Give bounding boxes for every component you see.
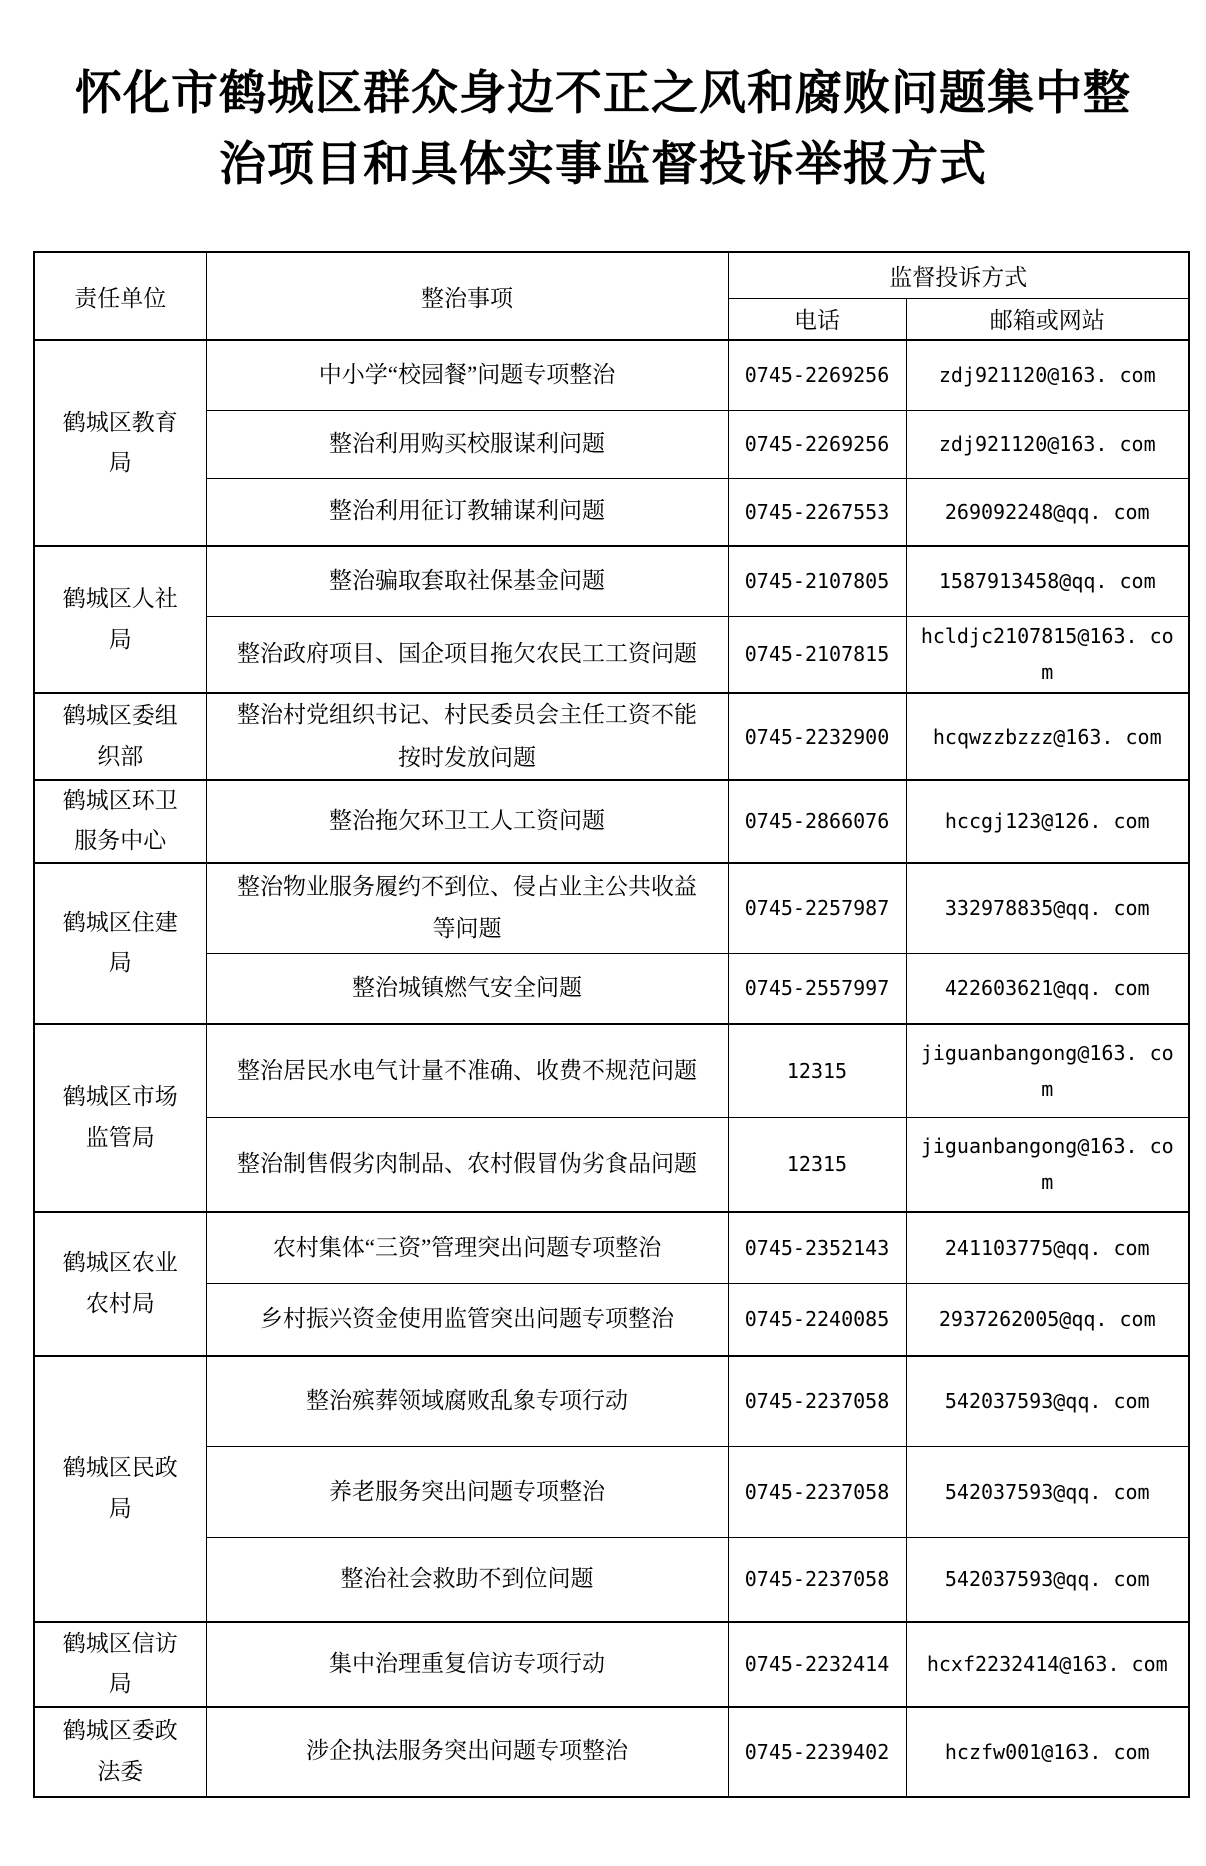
- table-row: [34, 1356, 1189, 1447]
- email-cell: 542037593@qq. com: [906, 1538, 1189, 1622]
- item-cell: 整治居民水电气计量不准确、收费不规范问题: [206, 1024, 728, 1118]
- item-cell: 整治殡葬领域腐败乱象专项行动: [206, 1356, 728, 1447]
- phone-cell: 0745-2232900: [728, 693, 906, 780]
- item-cell: 养老服务突出问题专项整治: [206, 1447, 728, 1538]
- email-cell: 542037593@qq. com: [906, 1447, 1189, 1538]
- phone-cell: 0745-2269256: [728, 410, 906, 478]
- table-row: [34, 1024, 1189, 1118]
- table-row: [34, 410, 1189, 478]
- table-row: [34, 1212, 1189, 1284]
- document-title-line-2: 治项目和具体实事监督投诉举报方式: [219, 136, 987, 190]
- item-cell: 农村集体“三资”管理突出问题专项整治: [206, 1212, 728, 1284]
- table-row: [34, 616, 1189, 693]
- table-row: [34, 340, 1189, 410]
- phone-cell: 0745-2557997: [728, 954, 906, 1024]
- phone-cell: 0745-2269256: [728, 340, 906, 410]
- email-cell: hcqwzzbzzz@163. com: [906, 693, 1189, 780]
- email-cell: 241103775@qq. com: [906, 1212, 1189, 1284]
- item-cell: 整治拖欠环卫工人工资问题: [206, 780, 728, 863]
- item-cell: 整治利用购买校服谋利问题: [206, 410, 728, 478]
- table-row: [34, 1707, 1189, 1797]
- phone-cell: 0745-2267553: [728, 478, 906, 546]
- email-cell: hcldjc2107815@163. com: [906, 616, 1189, 693]
- document-title-line-1: 怀化市鹤城区群众身边不正之风和腐败问题集中整: [75, 66, 1131, 119]
- table-row: [34, 693, 1189, 780]
- complaint-methods-table: [33, 251, 1190, 1798]
- table-header: [34, 252, 1189, 340]
- item-cell: 集中治理重复信访专项行动: [206, 1622, 728, 1707]
- table-row: [34, 546, 1189, 616]
- unit-cell: 鹤城区民政局: [34, 1356, 206, 1622]
- table-row: [34, 954, 1189, 1024]
- phone-cell: 0745-2352143: [728, 1212, 906, 1284]
- table-row: [34, 478, 1189, 546]
- phone-cell: 0745-2866076: [728, 780, 906, 863]
- header-item: 整治事项: [206, 252, 728, 340]
- phone-cell: 0745-2232414: [728, 1622, 906, 1707]
- table-row: [34, 863, 1189, 954]
- phone-cell: 0745-2237058: [728, 1447, 906, 1538]
- item-cell: 整治利用征订教辅谋利问题: [206, 478, 728, 546]
- unit-cell: 鹤城区人社局: [34, 546, 206, 693]
- unit-cell: 鹤城区委组织部: [34, 693, 206, 780]
- table-row: [34, 780, 1189, 863]
- table-row: [34, 1622, 1189, 1707]
- phone-cell: 0745-2240085: [728, 1284, 906, 1356]
- phone-cell: 12315: [728, 1118, 906, 1212]
- table-row: [34, 1284, 1189, 1356]
- email-cell: hccgj123@126. com: [906, 780, 1189, 863]
- email-cell: 2937262005@qq. com: [906, 1284, 1189, 1356]
- table-row: [34, 1538, 1189, 1622]
- header-email: 邮箱或网站: [906, 298, 1189, 340]
- item-cell: 整治城镇燃气安全问题: [206, 954, 728, 1024]
- header-phone: 电话: [728, 298, 906, 340]
- item-cell: 整治骗取套取社保基金问题: [206, 546, 728, 616]
- email-cell: 269092248@qq. com: [906, 478, 1189, 546]
- email-cell: hcxf2232414@163. com: [906, 1622, 1189, 1707]
- unit-cell: 鹤城区委政法委: [34, 1707, 206, 1797]
- table-row: [34, 1118, 1189, 1212]
- item-cell: 整治制售假劣肉制品、农村假冒伪劣食品问题: [206, 1118, 728, 1212]
- unit-cell: 鹤城区农业农村局: [34, 1212, 206, 1356]
- phone-cell: 0745-2107815: [728, 616, 906, 693]
- unit-cell: 鹤城区市场监管局: [34, 1024, 206, 1212]
- phone-cell: 12315: [728, 1024, 906, 1118]
- unit-cell: 鹤城区环卫服务中心: [34, 780, 206, 863]
- item-cell: 中小学“校园餐”问题专项整治: [206, 340, 728, 410]
- email-cell: 542037593@qq. com: [906, 1356, 1189, 1447]
- email-cell: 332978835@qq. com: [906, 863, 1189, 954]
- item-cell: 整治政府项目、国企项目拖欠农民工工资问题: [206, 616, 728, 693]
- unit-cell: 鹤城区教育局: [34, 340, 206, 546]
- table-body: [34, 340, 1189, 1797]
- document-title: [0, 0, 1206, 199]
- email-cell: jiguanbangong@163. com: [906, 1118, 1189, 1212]
- item-cell: 整治村党组织书记、村民委员会主任工资不能按时发放问题: [206, 693, 728, 780]
- email-cell: zdj921120@163. com: [906, 410, 1189, 478]
- email-cell: 422603621@qq. com: [906, 954, 1189, 1024]
- header-row-1: [34, 252, 1189, 298]
- item-cell: 乡村振兴资金使用监管突出问题专项整治: [206, 1284, 728, 1356]
- email-cell: zdj921120@163. com: [906, 340, 1189, 410]
- item-cell: 整治物业服务履约不到位、侵占业主公共收益等问题: [206, 863, 728, 954]
- unit-cell: 鹤城区信访局: [34, 1622, 206, 1707]
- email-cell: hczfw001@163. com: [906, 1707, 1189, 1797]
- header-method: 监督投诉方式: [728, 252, 1189, 298]
- email-cell: 1587913458@qq. com: [906, 546, 1189, 616]
- email-cell: jiguanbangong@163. com: [906, 1024, 1189, 1118]
- item-cell: 涉企执法服务突出问题专项整治: [206, 1707, 728, 1797]
- table-row: [34, 1447, 1189, 1538]
- phone-cell: 0745-2239402: [728, 1707, 906, 1797]
- item-cell: 整治社会救助不到位问题: [206, 1538, 728, 1622]
- phone-cell: 0745-2237058: [728, 1538, 906, 1622]
- unit-cell: 鹤城区住建局: [34, 863, 206, 1024]
- phone-cell: 0745-2257987: [728, 863, 906, 954]
- header-unit: 责任单位: [34, 252, 206, 340]
- phone-cell: 0745-2107805: [728, 546, 906, 616]
- phone-cell: 0745-2237058: [728, 1356, 906, 1447]
